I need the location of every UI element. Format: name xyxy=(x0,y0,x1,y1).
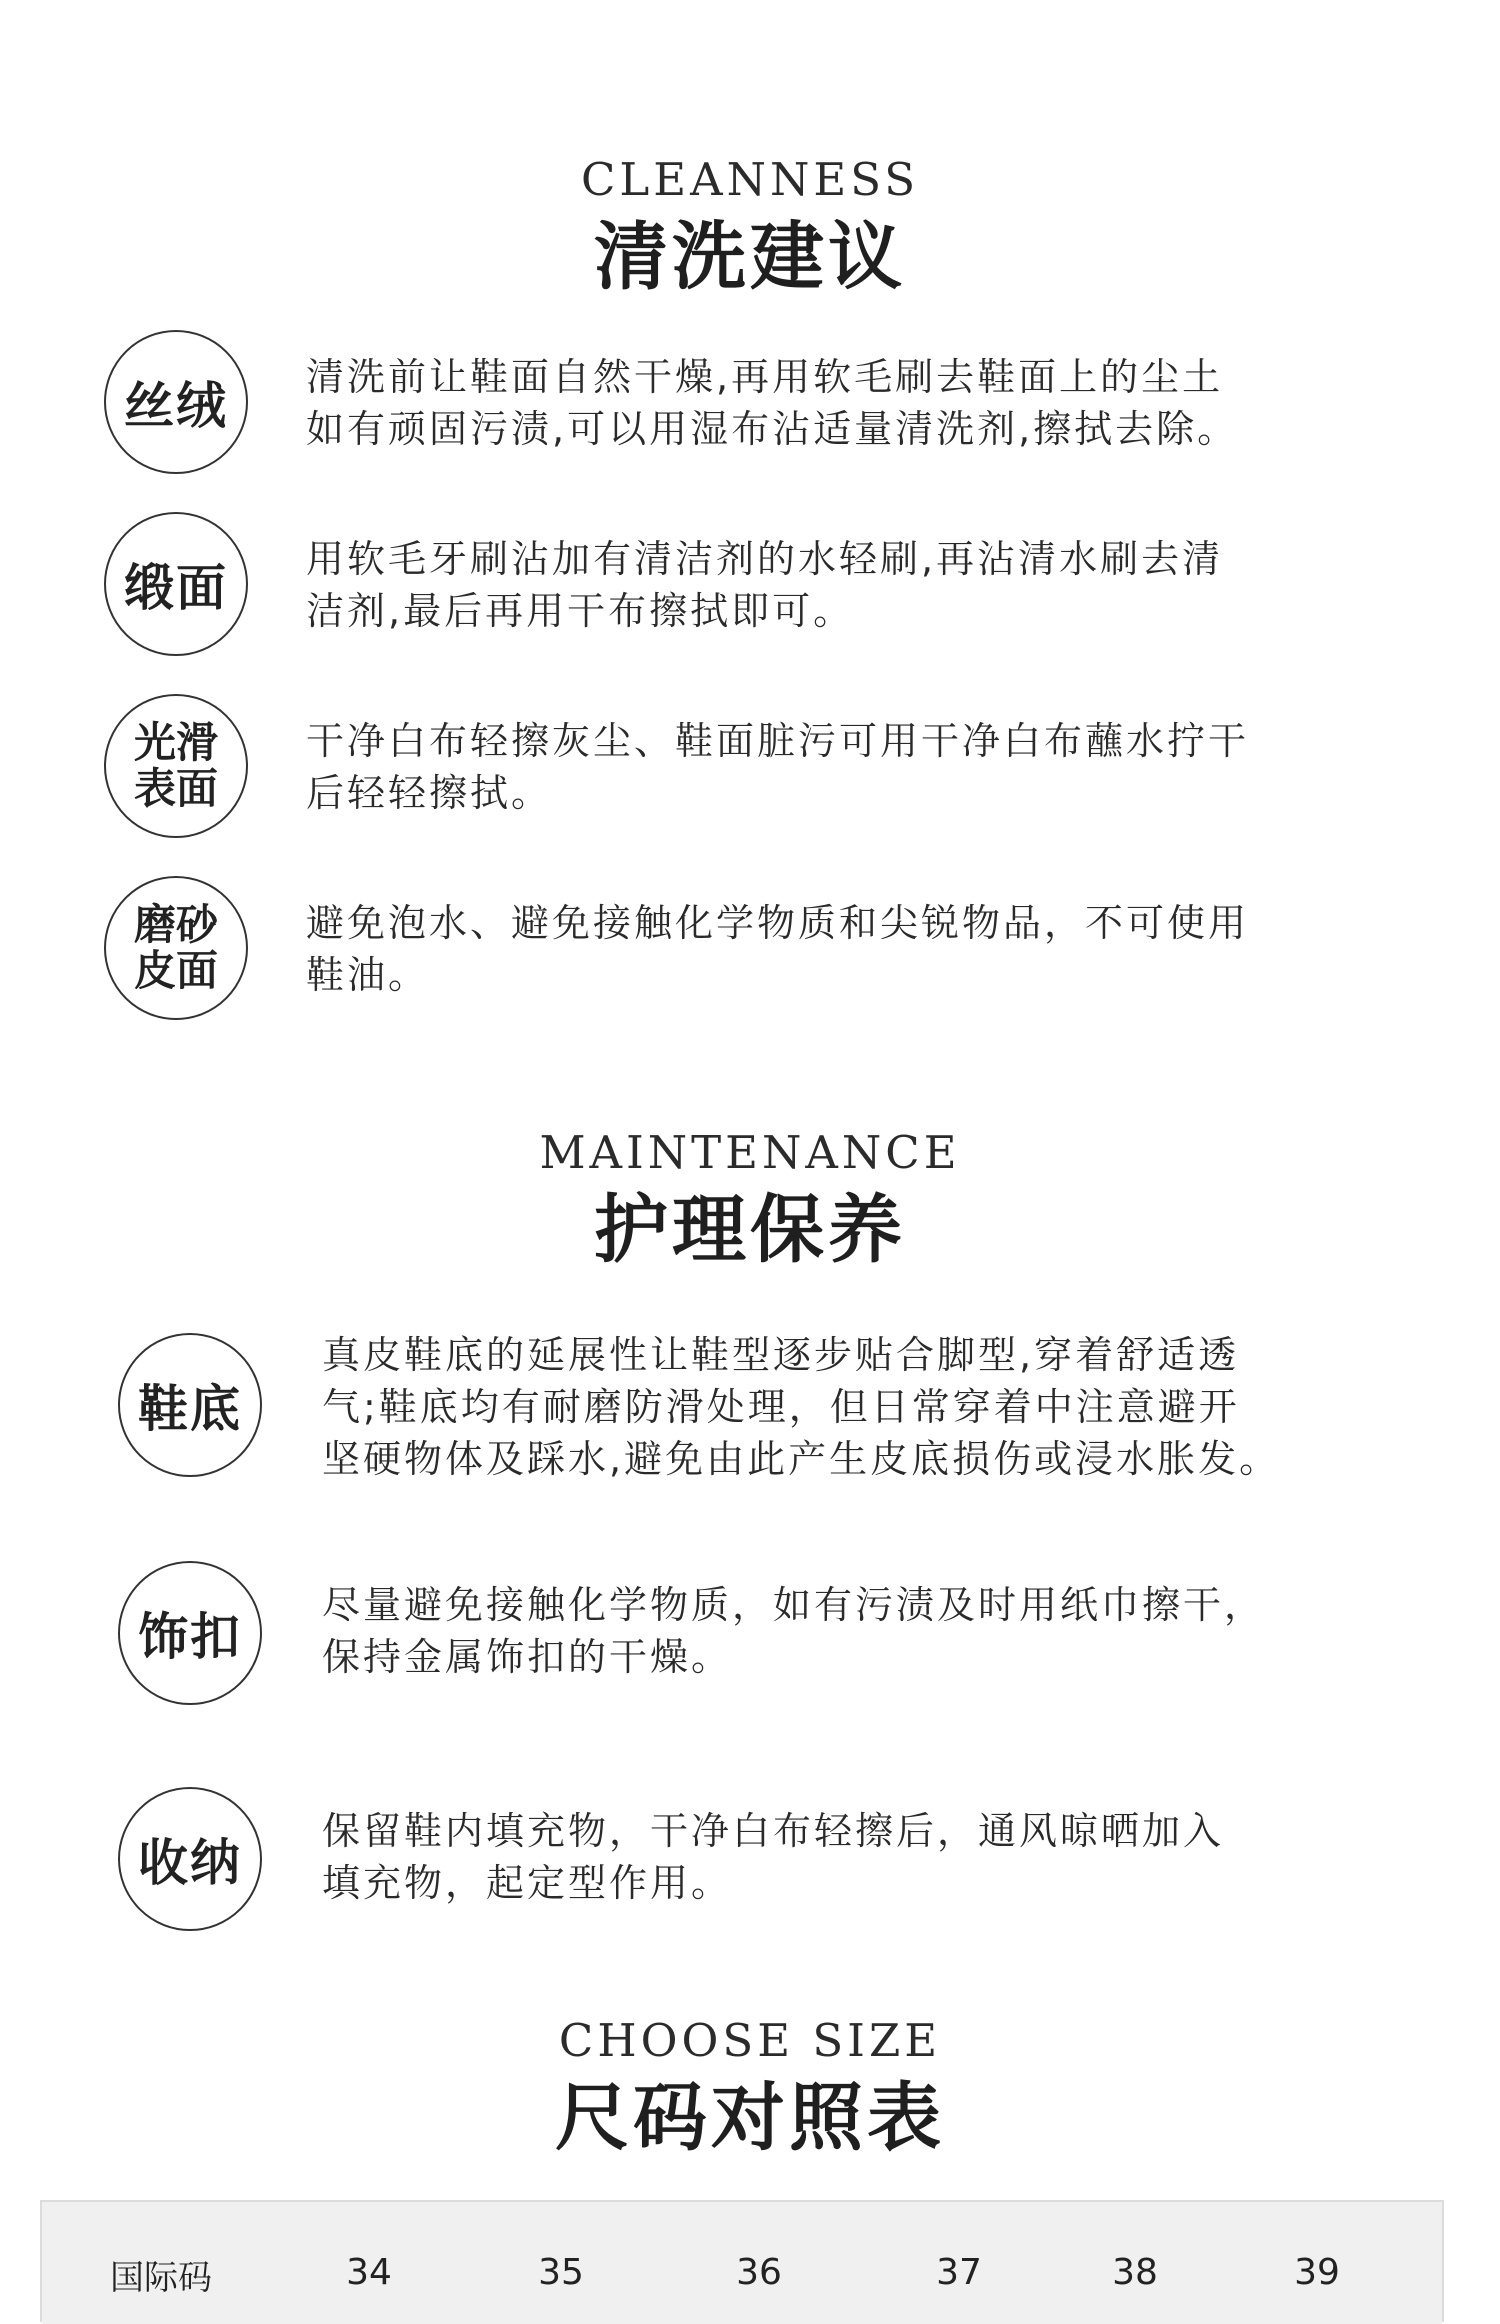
cleanness-en-title: CLEANNESS xyxy=(580,153,920,206)
buckle-desc-line-1: 尽量避免接触化学物质，如有污渍及时用纸巾擦干， xyxy=(322,1583,1266,1627)
storage-badge: 收纳 xyxy=(118,1787,262,1931)
size-cell: 35 xyxy=(538,2252,584,2293)
size-cell: 37 xyxy=(936,2252,982,2293)
satin-badge: 缎面 xyxy=(104,512,248,656)
size-cell: 34 xyxy=(346,2252,392,2293)
satin-desc-line-2: 洁剂,最后再用干布擦拭即可。 xyxy=(306,589,855,633)
size-cell: 38 xyxy=(1112,2252,1158,2293)
sole-desc-line-1: 真皮鞋底的延展性让鞋型逐步贴合脚型,穿着舒适透 xyxy=(322,1333,1240,1377)
smooth-surface-description xyxy=(306,715,1249,819)
suede-desc-line-2: 鞋油。 xyxy=(306,953,430,997)
storage-description xyxy=(322,1805,1224,1909)
size-table-row xyxy=(42,2202,1442,2324)
maintenance-header xyxy=(0,1126,1500,1273)
size-row-label: 国际码 xyxy=(110,2258,212,2298)
sole-description xyxy=(322,1329,1280,1485)
satin-desc-line-1: 用软毛牙刷沾加有清洁剂的水轻刷,再沾清水刷去清 xyxy=(306,537,1224,581)
velvet-description xyxy=(306,351,1238,455)
storage-desc-line-2: 填充物，起定型作用。 xyxy=(322,1861,733,1905)
velvet-desc-line-1: 清洗前让鞋面自然干燥,再用软毛刷去鞋面上的尘土 xyxy=(306,355,1224,399)
suede-description xyxy=(306,897,1249,1001)
smooth-surface-desc-line-2: 后轻轻擦拭。 xyxy=(306,771,553,815)
size-chart-en-title: CHOOSE SIZE xyxy=(558,2014,942,2067)
size-chart-header xyxy=(0,2014,1500,2161)
smooth-surface-badge: 光滑表面 xyxy=(104,694,248,838)
smooth-surface-desc-line-1: 干净白布轻擦灰尘、鞋面脏污可用干净白布蘸水拧干 xyxy=(306,719,1250,763)
velvet-desc-line-2: 如有顽固污渍,可以用湿布沾适量清洗剂,擦拭去除。 xyxy=(306,407,1239,451)
sole-desc-line-3: 坚硬物体及踩水,避免由此产生皮底损伤或浸水胀发。 xyxy=(322,1437,1281,1481)
buckle-badge: 饰扣 xyxy=(118,1561,262,1705)
storage-desc-line-1: 保留鞋内填充物，干净白布轻擦后，通风晾晒加入 xyxy=(322,1809,1225,1853)
suede-desc-line-1: 避免泡水、避免接触化学物质和尖锐物品，不可使用 xyxy=(306,901,1250,945)
sole-desc-line-2: 气;鞋底均有耐磨防滑处理，但日常穿着中注意避开 xyxy=(322,1385,1240,1429)
size-cell: 39 xyxy=(1294,2252,1340,2293)
satin-description xyxy=(306,533,1223,637)
maintenance-en-title: MAINTENANCE xyxy=(539,1126,961,1179)
cleanness-header xyxy=(0,153,1500,300)
sole-badge: 鞋底 xyxy=(118,1333,262,1477)
size-cell: 36 xyxy=(736,2252,782,2293)
buckle-description xyxy=(322,1579,1265,1683)
maintenance-cn-title: 护理保养 xyxy=(594,1187,906,1273)
velvet-badge: 丝绒 xyxy=(104,330,248,474)
suede-badge: 磨砂皮面 xyxy=(104,876,248,1020)
buckle-desc-line-2: 保持金属饰扣的干燥。 xyxy=(322,1635,733,1679)
size-table xyxy=(40,2200,1444,2322)
cleanness-cn-title: 清洗建议 xyxy=(594,214,906,300)
size-chart-cn-title: 尺码对照表 xyxy=(555,2075,945,2161)
